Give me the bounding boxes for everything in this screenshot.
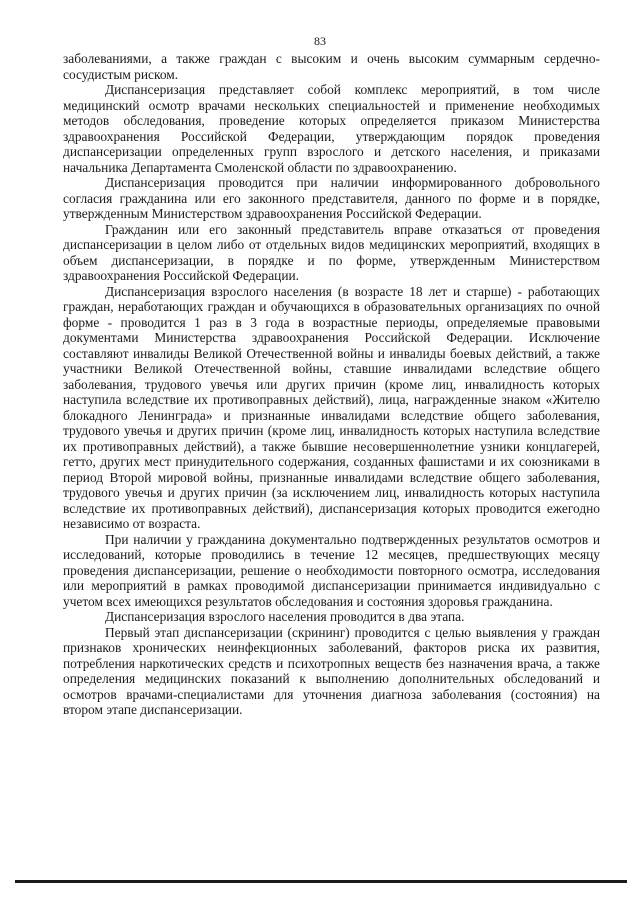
paragraph-right-to-refuse: Гражданин или его законный представитель вправе отказаться от проведения диспансеризации в целом либо от отдельных видов медицинских мероприятий, входящих в объем диспансеризации, в порядке и по форме, утвержденным Министерством здравоохранения Российской Федерации. [63,221,600,283]
paragraph-two-stages: Диспансеризация взрослого населения проводится в два этапа. [105,609,465,624]
bottom-scan-border [15,880,627,883]
paragraph-adult-population-frequency: Диспансеризация взрослого населения (в возрасте 18 лет и старше) - работающих граждан, неработающих граждан и обучающихся в образовательных организациях по очной форме - проводится 1 раз в 3 года в возрастные периоды, определяемые правовыми документами Министерства здравоохранения Российской Федерации. Исключение составляют инвалиды Великой Отечественной войны и инвалиды боевых действий, а также участники Великой Отечественной войны, ставшие инвалидами вследствие общего заболевания, трудового увечья или других причин (кроме лиц, инвалидность которых наступила вследствие их противоправных действий), лица, награжденные знаком «Жителю блокадного Ленинграда» и признанные инвалидами вследствие общего заболевания, трудового увечья и других причин (кроме лиц, инвалидность которых наступила вследствие их противоправных действий), а также бывшие несовершеннолетние узники концлагерей, гетто, других мест принудительного содержания, созданных фашистами и их союзниками в период Второй мировой войны, признанные инвалидами вследствие общего заболевания, трудового увечья и других причин (за исключением лиц, инвалидность которых наступила вследствие их противоправных действий), диспансеризация которых проводится ежегодно независимо от возраста. [63,283,600,531]
paragraph-informed-consent: Диспансеризация проводится при наличии информированного добровольного согласия гражданина или его законного представителя, данного по форме и в порядке, утвержденным Министерством здравоохранения Российской Федерации. [63,175,600,221]
paragraph-first-stage: Первый этап диспансеризации (скрининг) проводится с целью выявления у граждан признаков хронических неинфекционных заболеваний, факторов риска их развития, потребления наркотических средств и психотропных веществ без назначения врача, а также определения медицинских показаний к выполнению дополнительных обследований и осмотров врачами-специалистами для уточнения диагноза заболевания (состояния) на втором этапе диспансеризации. [63,624,600,717]
page-number: 83 [314,34,326,48]
document-body [63,51,600,718]
paragraph-dispensarization-definition: Диспансеризация представляет собой комплекс мероприятий, в том числе медицинский осмотр врачами нескольких специальностей и применение необходимых методов обследования, проведение которых определяется приказом Министерства здравоохранения Российской Федерации, утверждающим порядок проведения диспансеризации определенных групп взрослого и детского населения, и приказами начальника Департамента Смоленской области по здравоохранению. [63,82,600,175]
paragraph-continuation: заболеваниями, а также граждан с высоким и очень высоким суммарным сердечно-сосудистым риском. [63,51,600,82]
paragraph-prior-results: При наличии у гражданина документально подтвержденных результатов осмотров и исследований, которые проводились в течение 12 месяцев, предшествующих месяцу проведения диспансеризации, решение о необходимости повторного осмотра, исследования или мероприятий в рамках проводимой диспансеризации принимается индивидуально с учетом всех имеющихся результатов обследования и состояния здоровья гражданина. [63,531,600,609]
